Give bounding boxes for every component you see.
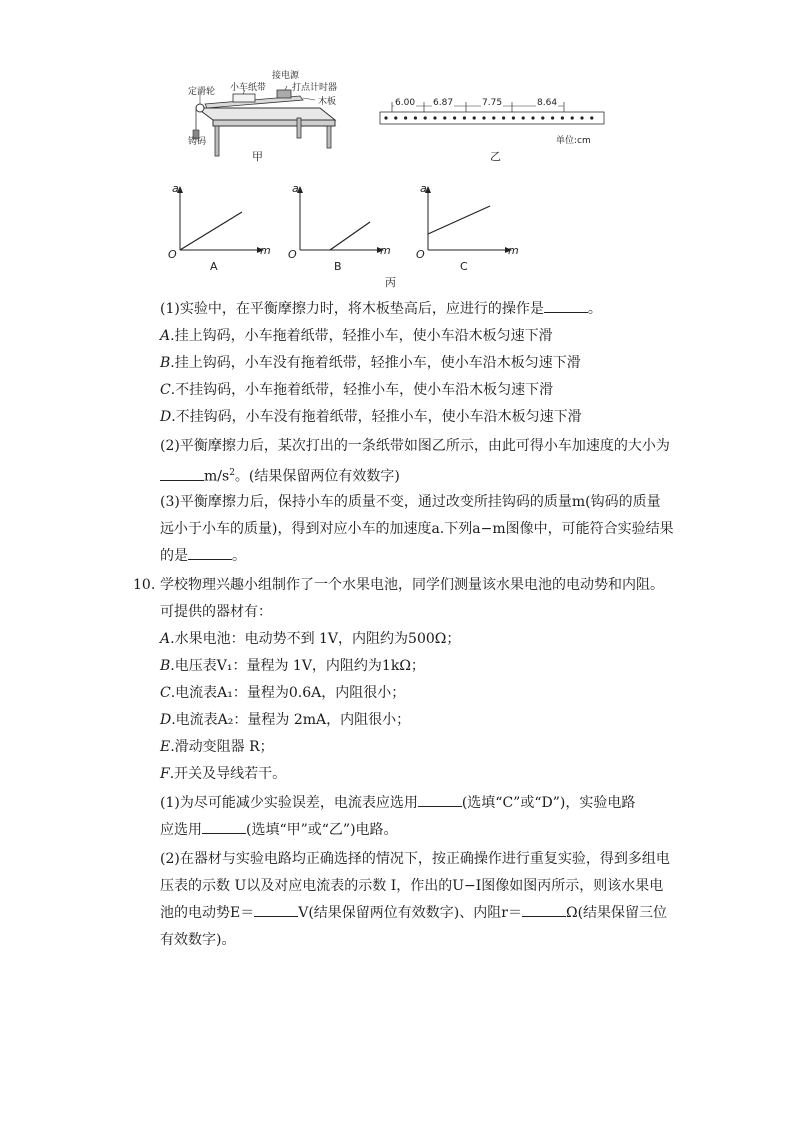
tape-dot [580,116,583,119]
tape-dot [414,116,417,119]
tape-segment-1: 6.00 [395,98,416,108]
q9-option-c: C.不挂钩码，小车拖着纸带，轻推小车，使小车沿木板匀速下滑 [160,382,554,398]
answer-blank[interactable] [202,821,246,834]
caption-jia: 甲 [252,150,263,163]
answer-blank[interactable] [544,300,588,313]
answer-blank[interactable] [160,468,204,481]
q10-item-b: B.电压表V₁：量程为 1V，内阻约为1kΩ； [160,658,425,674]
q10-number: 10. [133,577,156,593]
q10-part2-line3: 池的电动势E＝ V(结果保留两位有效数字)、内阻r＝ Ω(结果保留三位 [160,905,668,921]
tape-dot [512,116,515,119]
q10-item-d: D.电流表A₂：量程为 2mA，内阻很小； [160,712,411,728]
tape-dot [502,116,505,119]
tape-dot [551,116,554,119]
tape-dot [473,116,476,119]
graph-c-origin: O [416,248,425,261]
answer-blank[interactable] [254,904,298,917]
q10-part2-line2: 压表的示数 U以及对应电流表的示数 I，作出的U−I图像如图丙所示，则该水果电 [160,878,664,894]
q10-item-f: F.开关及导线若干。 [160,766,287,782]
q10-item-a: A.水果电池：电动势不到 1V，内阻约为500Ω； [160,631,461,647]
graph-a-label: A [210,260,218,273]
label-cart-tape: 小车纸带 [230,83,267,93]
q9-part3-line2: 远小于小车的质量)，得到对应小车的加速度a.下列a−m图像中，可能符合实验结果 [160,521,674,537]
q9-option-a: A.挂上钩码，小车拖着纸带，轻推小车，使小车沿木板匀速下滑 [160,328,553,344]
tape-dot [453,116,456,119]
q9-part1: (1)实验中，在平衡摩擦力时，将木板垫高后，应进行的操作是 。 [160,301,602,317]
tape-unit: 单位:cm [556,136,591,146]
label-pulley: 定滑轮 [188,87,216,97]
tape-dot [531,116,534,119]
q10-intro-line2: 可提供的器材有： [160,604,272,620]
graph-c-label: C [460,260,468,273]
q10-part2-line4: 有效数字)。 [160,932,236,948]
tape-dot [590,116,593,119]
caption-bing: 丙 [385,276,396,289]
graph-a [177,186,264,253]
graph-a-x-label: m [260,244,271,257]
label-hook-weight: 钩码 [188,137,207,147]
graph-c-x-label: m [508,244,519,257]
q10-item-c: C.电流表A₁：量程为0.6A，内阻很小； [160,685,406,701]
tape-dot [394,116,397,119]
tape-dot [492,116,495,119]
tape-dot [482,116,485,119]
tape-dot [404,116,407,119]
tape-dot [522,116,525,119]
tape-segment-3: 7.75 [482,98,503,108]
graph-b-label: B [334,260,342,273]
tape-dot [463,116,466,119]
q9-part3-line1: (3)平衡摩擦力后，保持小车的质量不变，通过改变所挂钩码的质量m(钩码的质量 [160,494,661,510]
graph-b [297,186,384,253]
graph-c-y-label: a [420,182,427,195]
q10-part2-line1: (2)在器材与实验电路均正确选择的情况下，按正确操作进行重复实验，得到多组电 [160,851,670,867]
tape-segment-2: 6.87 [433,98,454,108]
answer-blank[interactable] [188,547,232,560]
tape-dot [571,116,574,119]
graph-a-origin: O [168,248,177,261]
q9-option-d: D.不挂钩码，小车没有拖着纸带，轻推小车，使小车沿木板匀速下滑 [160,409,582,425]
tape-dot [433,116,436,119]
tape-segment-4: 8.64 [537,98,558,108]
answer-blank[interactable] [418,794,462,807]
q9-part3-line3: 的是 。 [160,548,246,564]
caption-yi: 乙 [490,150,501,163]
label-board: 木板 [318,97,337,107]
q10-intro-line1: 学校物理兴趣小组制作了一个水果电池，同学们测量该水果电池的电动势和内阻。 [160,577,664,593]
graph-c [425,186,512,253]
graph-a-y-label: a [172,182,179,195]
q9-part2-line1: (2)平衡摩擦力后，某次打出的一条纸带如图乙所示，由此可得小车加速度的大小为 [160,438,670,454]
label-power: 接电源 [272,71,300,81]
label-timer: 打点计时器 [292,83,338,93]
answer-blank[interactable] [522,904,566,917]
graph-b-origin: O [288,248,297,261]
graph-b-y-label: a [292,182,299,195]
graph-b-x-label: m [380,244,391,257]
tape-dot [424,116,427,119]
tape-dot [384,116,387,119]
q9-part2-line2: $m/s^2$。(结果保留两位有效数字) [160,464,400,486]
q9-option-b: B.挂上钩码，小车没有拖着纸带，轻推小车，使小车沿木板匀速下滑 [160,355,581,371]
tape-dot [541,116,544,119]
q10-part1-line1: (1)为尽可能减少实验误差，电流表应选用 (选填“C”或“D”)，实验电路 [160,795,636,811]
tape-dot [561,116,564,119]
q10-part1-line2: 应选用 (选填“甲”或“乙”)电路。 [160,822,398,838]
q10-item-e: E.滑动变阻器 R； [160,739,274,755]
tape-dot [443,116,446,119]
